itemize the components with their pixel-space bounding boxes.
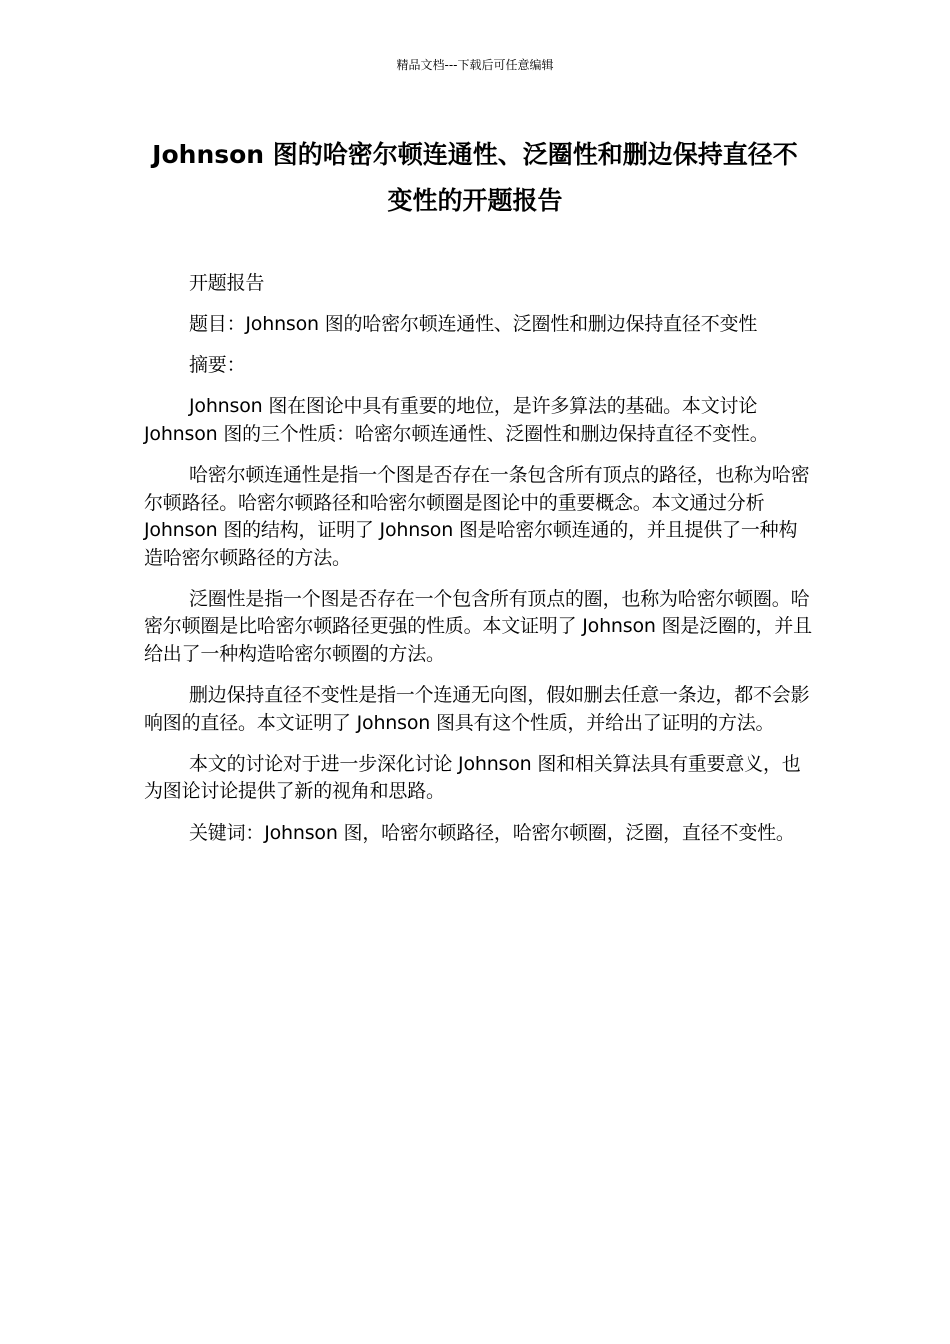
abstract-label: 摘要： bbox=[189, 354, 246, 377]
page-header-note: 精品文档---下载后可任意编辑 bbox=[396, 58, 554, 72]
keywords-paragraph: 关键词：Johnson 图，哈密尔顿路径，哈密尔顿圈，泛圈，直径不变性。 bbox=[189, 821, 795, 844]
edge-deletion-diameter-paragraph: 删边保持直径不变性是指一个连通无向图，假如删去任意一条边，都不会影响图的直径。本文证明了 Johnson 图具有这个性质，并给出了证明的方法。 bbox=[144, 684, 810, 734]
abstract-intro-paragraph: Johnson 图在图论中具有重要的地位，是许多算法的基础。本文讨论 Johnson 图的三个性质：哈密尔顿连通性、泛圈性和删边保持直径不变性。 bbox=[144, 395, 769, 445]
topic-line: 题目：Johnson 图的哈密尔顿连通性、泛圈性和删边保持直径不变性 bbox=[189, 313, 758, 336]
document-title: Johnson 图的哈密尔顿连通性、泛圈性和删边保持直径不变性的开题报告 bbox=[152, 140, 798, 215]
pancyclicity-paragraph: 泛圈性是指一个图是否存在一个包含所有顶点的圈，也称为哈密尔顿圈。哈密尔顿圈是比哈密尔顿路径更强的性质。本文证明了 Johnson 图是泛圈的，并且给出了一种构造哈密尔顿圈的方法。 bbox=[144, 587, 812, 666]
hamiltonian-connectivity-paragraph: 哈密尔顿连通性是指一个图是否存在一条包含所有顶点的路径，也称为哈密尔顿路径。哈密尔顿路径和哈密尔顿圈是图论中的重要概念。本文通过分析 Johnson 图的结构，证明了 Johnson 图是哈密尔顿连通的，并且提供了一种构造哈密尔顿路径的方法。 bbox=[144, 463, 810, 569]
document-body bbox=[144, 270, 812, 861]
section-heading: 开题报告 bbox=[189, 272, 265, 294]
significance-paragraph: 本文的讨论对于进一步深化讨论 Johnson 图和相关算法具有重要意义，也为图论讨论提供了新的视角和思路。 bbox=[144, 752, 801, 803]
